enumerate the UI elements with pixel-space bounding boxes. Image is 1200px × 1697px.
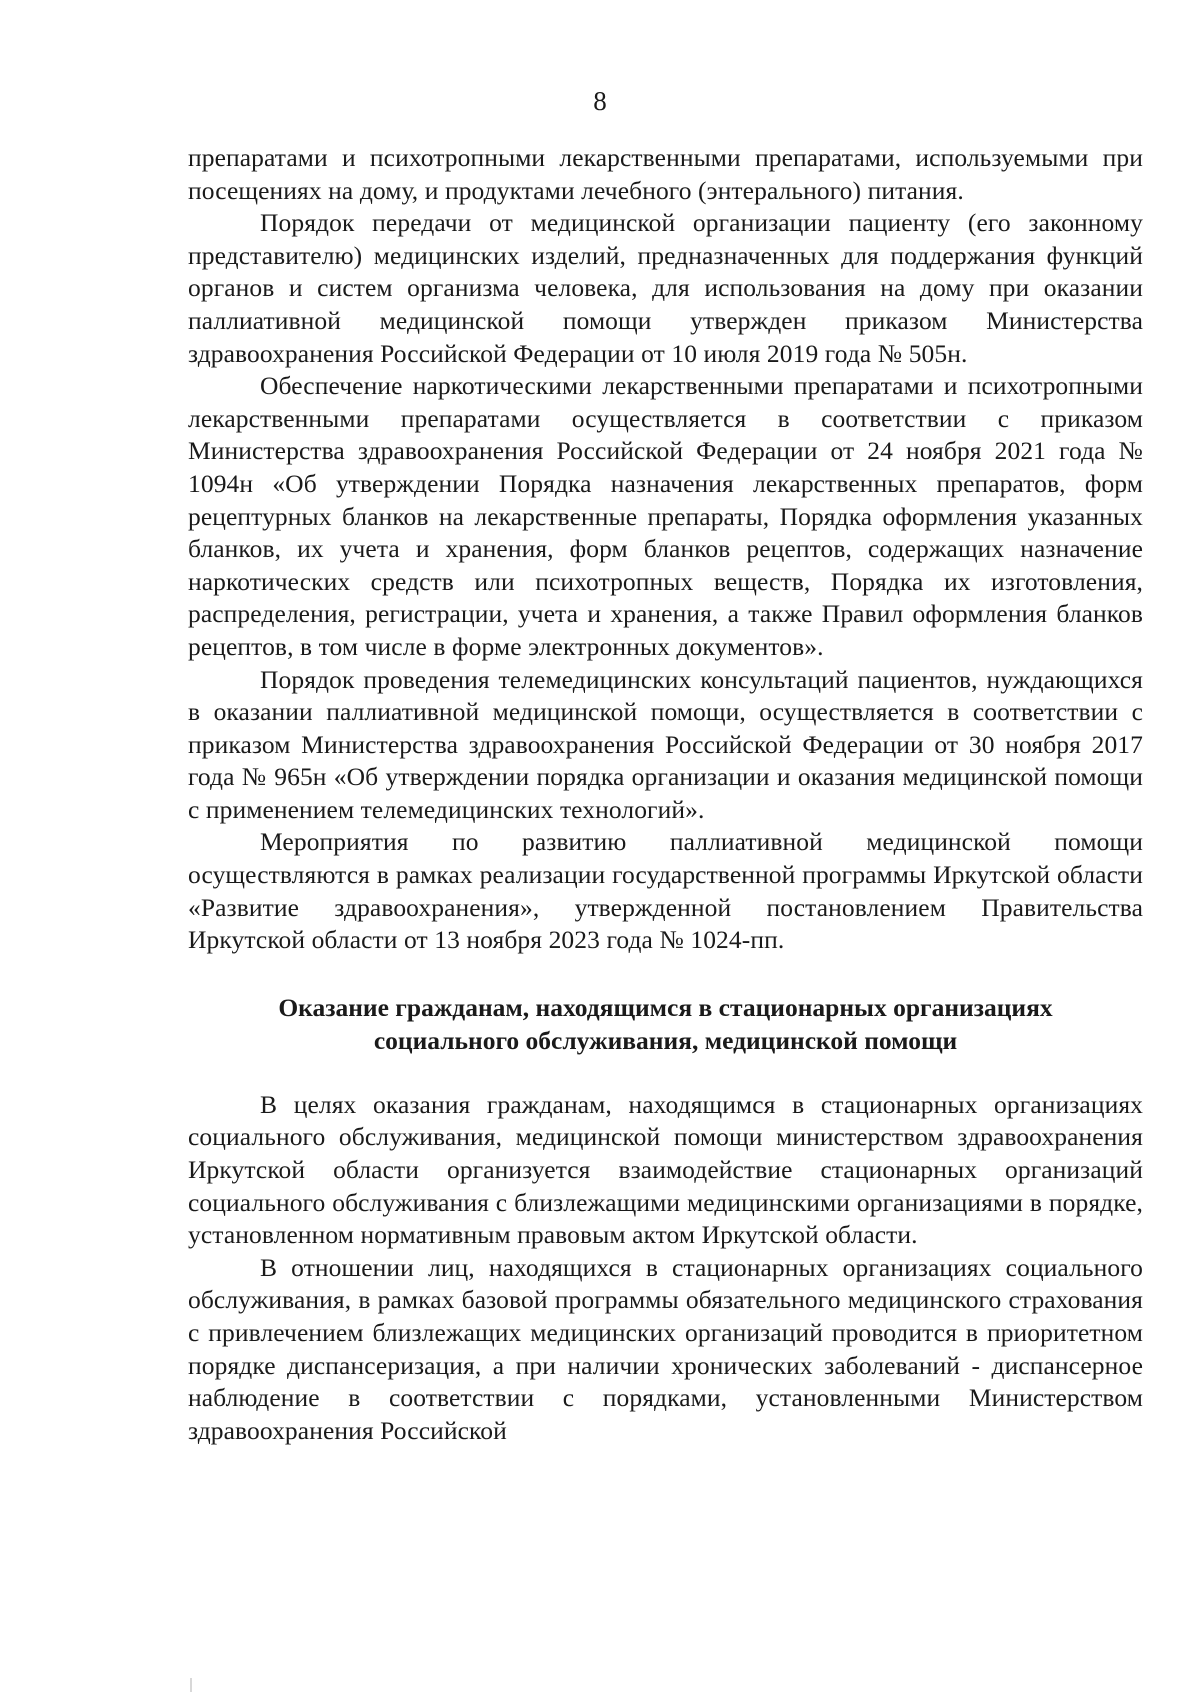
- scan-artifact-mark: [190, 1678, 192, 1692]
- paragraph-social-service-interaction: В целях оказания гражданам, находящимся в стационарных организациях социального обслуживания, медицинской помощи министерством здравоохранения Иркутской области организуется взаимодействие стационарных организаций социального обслуживания с близлежащими медицинскими организациями в порядке, установленном нормативным правовым актом Иркутской области.: [188, 1089, 1143, 1250]
- page-number: 8: [593, 86, 607, 116]
- paragraph-dispensary-observation: В отношении лиц, находящихся в стационарных организациях социального обслуживания, в рамках базовой программы обязательного медицинского страхования с привлечением близлежащих медицинских организаций проводится в приоритетном порядке диспансеризация, а при наличии хронических заболеваний - диспансерное наблюдение в соответствии с порядками, установленными Министерством здравоохранения Российской: [188, 1252, 1143, 1445]
- section-heading: [188, 991, 1143, 1057]
- paragraph-narcotic-drugs-provision: Обеспечение наркотическими лекарственными препаратами и психотропными лекарственными препаратами осуществляется в соответствии с приказом Министерства здравоохранения Российской Федерации от 24 ноября 2021 года № 1094н «Об утверждении Порядка назначения лекарственных препаратов, форм рецептурных бланков на лекарственные препараты, Порядка оформления указанных бланков, их учета и хранения, форм бланков рецептов, содержащих назначение наркотических средств или психотропных веществ, Порядка их изготовления, распределения, регистрации, учета и хранения, а также Правил оформления бланков рецептов, в том числе в форме электронных документов».: [188, 371, 1143, 661]
- section-heading-line-1: Оказание гражданам, находящимся в стационарных организациях: [278, 992, 1053, 1022]
- paragraph-medical-devices-transfer: Порядок передачи от медицинской организации пациенту (его законному представителю) медицинских изделий, предназначенных для поддержания функций органов и систем организма человека, для использования на дому при оказании паллиативной медицинской помощи утвержден приказом Министерства здравоохранения Российской Федерации от 10 июля 2019 года № 505н.: [188, 208, 1143, 368]
- document-body: [188, 142, 1143, 1447]
- paragraph-continuation: препаратами и психотропными лекарственными препаратами, используемыми при посещениях на дому, и продуктами лечебного (энтерального) питания.: [188, 143, 1143, 205]
- section-heading-line-2: социального обслуживания, медицинской помощи: [373, 1025, 958, 1055]
- paragraph-palliative-development-measures: Мероприятия по развитию паллиативной медицинской помощи осуществляются в рамках реализации государственной программы Иркутской области «Развитие здравоохранения», утвержденной постановлением Правительства Иркутской области от 13 ноября 2023 года № 1024-пп.: [188, 827, 1143, 955]
- paragraph-telemedicine-consultations: Порядок проведения телемедицинских консультаций пациентов, нуждающихся в оказании паллиативной медицинской помощи, осуществляется в соответствии с приказом Министерства здравоохранения Российской Федерации от 30 ноября 2017 года № 965н «Об утверждении порядка организации и оказания медицинской помощи с применением телемедицинских технологий».: [188, 664, 1143, 824]
